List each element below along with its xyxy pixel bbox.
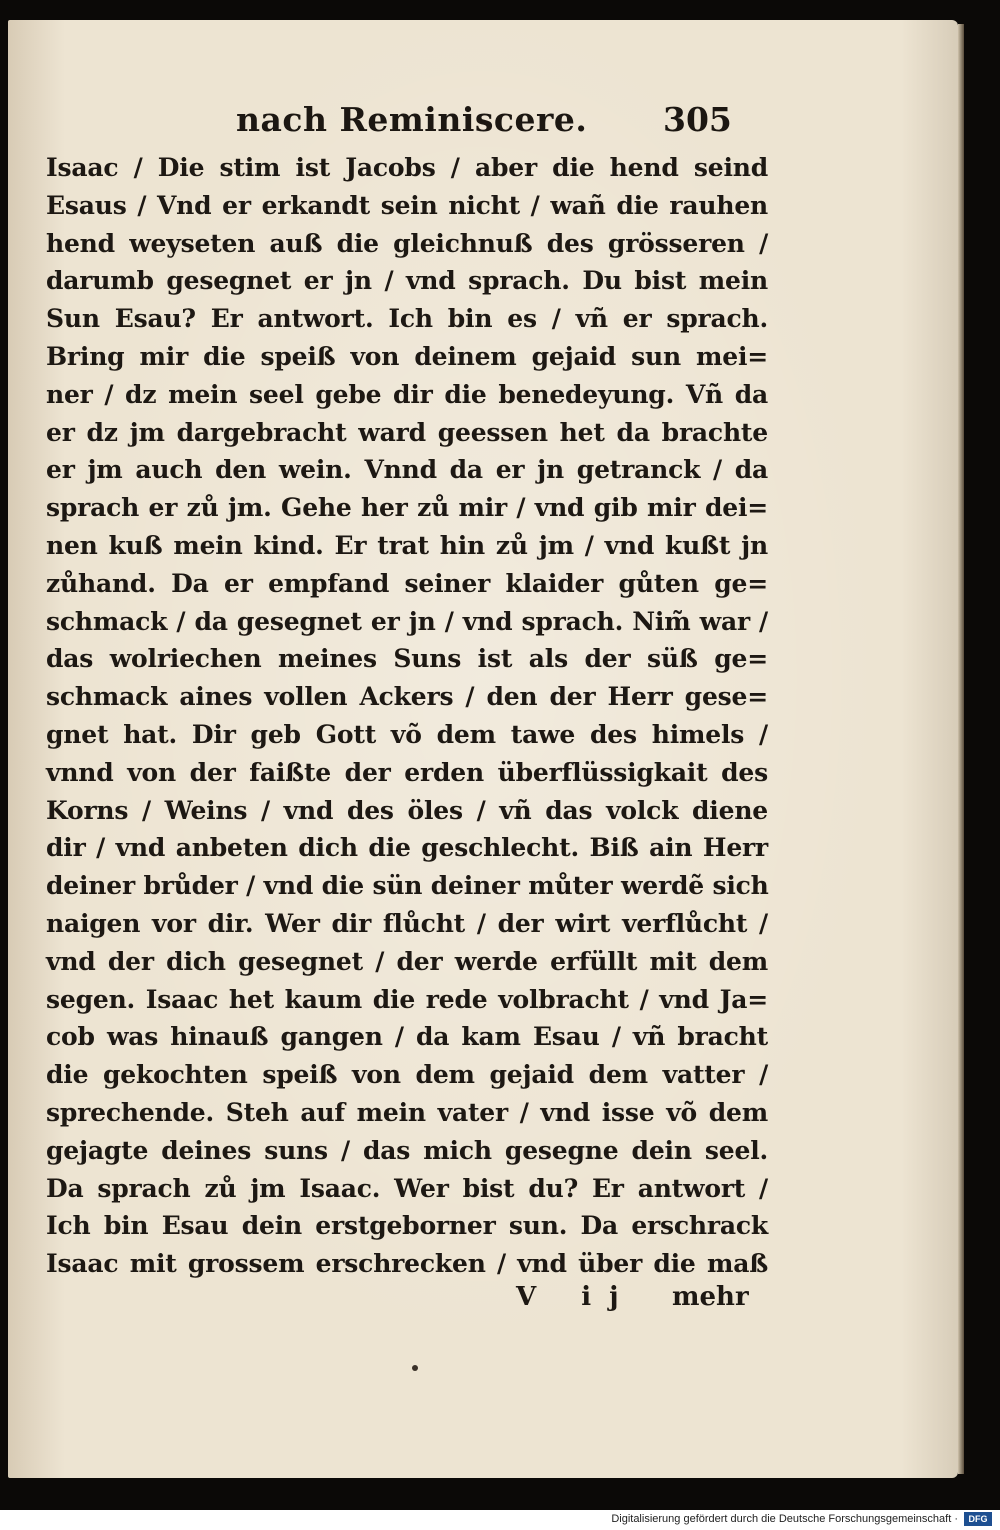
text-line: die gekochten speiß von dem gejaid dem vatter / [46,1060,768,1090]
text-line: Isaac / Die stim ist Jacobs / aber die hend seind [46,153,768,182]
text-line: Esaus / Vnd er erkandt sein nicht / wañ die rauhen [46,190,768,220]
footer-credit: Digitalisierung gefördert durch die Deutsche Forschungsgemeinschaft · [611,1513,958,1525]
text-line: er jm auch den wein. Vnnd da er jn getranck / da [46,455,768,485]
text-line: gnet hat. Dir geb Gott võ dem tawe des himels / [46,719,768,749]
text-line: schmack aines vollen Ackers / den der Herr gese= [46,682,768,712]
text-line: das wolriechen meines Suns ist als der süß ge= [46,644,768,674]
text-line: zůhand. Da er empfand seiner klaider gůten ge= [46,568,768,598]
text-line: Bring mir die speiß von deinem gejaid sun mei= [46,341,768,371]
text-line: deiner brůder / vnd die sün deiner můter werdẽ sich [46,871,769,901]
text-line: darumb gesegnet er jn / vnd sprach. Du bist mein [46,266,768,296]
text-line: sprach er zů jm. Gehe her zů mir / vnd gib mir dei= [46,493,768,523]
book-page [8,20,958,1478]
text-line: sprechende. Steh auf mein vater / vnd isse võ dem [46,1097,768,1127]
text-line: segen. Isaac het kaum die rede volbracht / vnd Ja= [46,984,768,1014]
text-line: dir / vnd anbeten dich die geschlecht. Biß ain Herr [46,833,768,863]
text-line: gejagte deines suns / das mich gesegne dein seel. [46,1135,768,1165]
text-line: vnd der dich gesegnet / der werde erfüllt mit dem [46,946,768,976]
catchword: mehr [672,1282,749,1312]
text-line: Korns / Weins / vnd des öles / vñ das volck diene [46,795,768,825]
page-edge [958,24,964,1474]
text-line: Ich bin Esau dein erstgeborner sun. Da erschrack [46,1211,768,1241]
text-line: Sun Esau? Er antwort. Ich bin es / vñ er sprach. [46,304,768,334]
text-line: cob was hinauß gangen / da kam Esau / vñ bracht [46,1022,768,1052]
text-line: hend weyseten auß die gleichnuß des grösseren / [46,228,768,258]
text-line: er dz jm dargebracht ward geessen het da brachte [46,417,768,447]
signature-mark: V ij [516,1282,637,1312]
paper-speck [412,1365,418,1371]
text-line: naigen vor dir. Wer dir flůcht / der wirt verflůcht / [46,908,768,938]
text-line: ner / dz mein seel gebe dir die benedeyung. Vñ da [46,379,768,409]
text-line: vnnd von der faißte der erden überflüssigkait des [46,757,768,787]
page-number: 305 [663,100,732,139]
text-line: Isaac mit grossem erschrecken / vnd über die maß [46,1249,768,1279]
text-line: nen kuß mein kind. Er trat hin zů jm / vnd kußt jn [46,530,768,560]
running-head: nach Reminiscere. [236,100,588,139]
dfg-logo: DFG [964,1512,992,1526]
text-line: schmack / da gesegnet er jn / vnd sprach. Nim̃ war / [46,606,768,636]
text-block [46,149,776,1283]
text-line: Da sprach zů jm Isaac. Wer bist du? Er antwort / [46,1173,768,1203]
